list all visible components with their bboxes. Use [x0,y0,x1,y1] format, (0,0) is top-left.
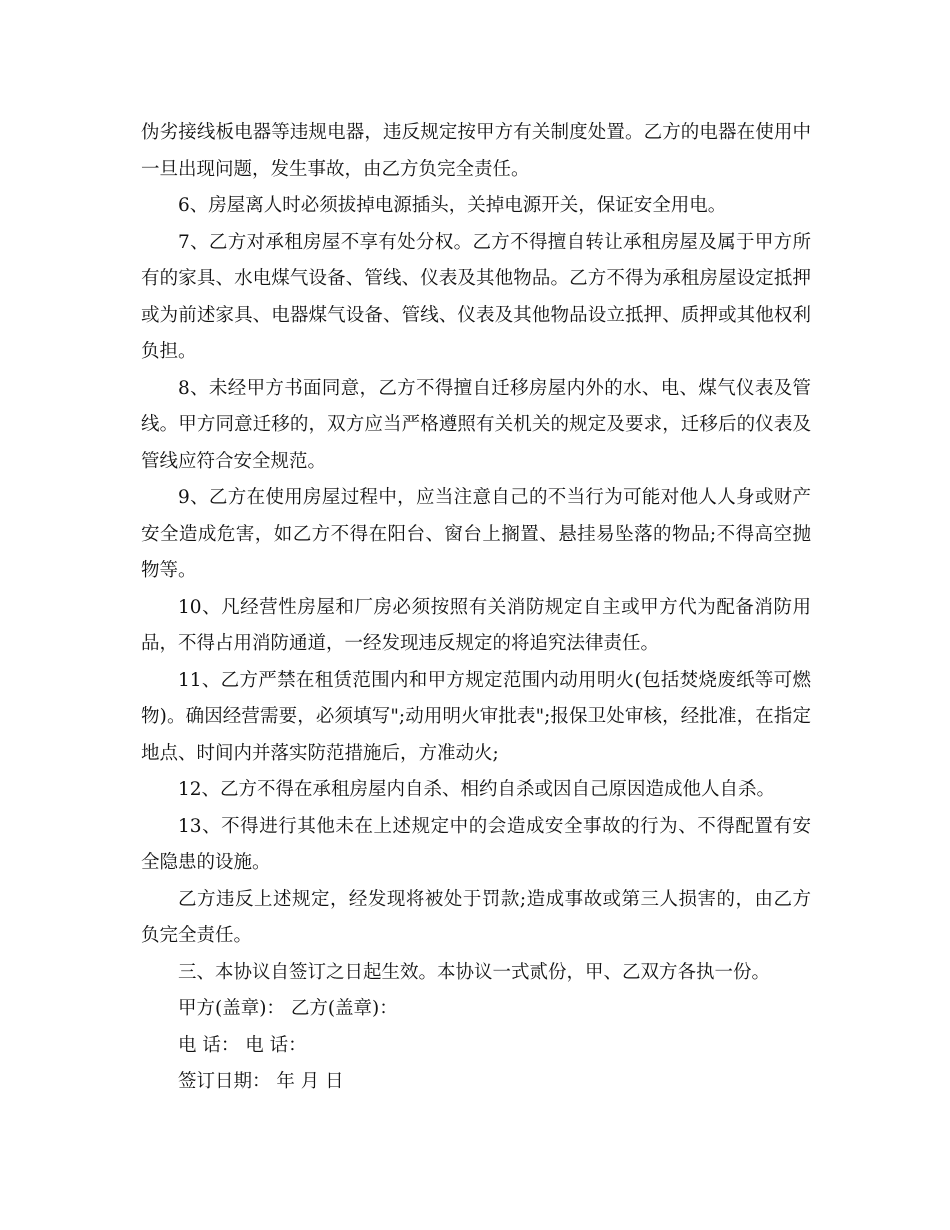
paragraph-item-11: 11、乙方严禁在租赁范围内和甲方规定范围内动用明火(包括焚烧废纸等可燃物)。确因经营需要，必须填写";动用明火审批表";报保卫处审核，经批准，在指定地点、时间内并落实防范措施后，方准动火; [141,669,811,764]
paragraph-item-6: 6、房屋离人时必须拔掉电源插头，关掉电源开关，保证安全用电。 [178,195,727,216]
paragraph-item-9: 9、乙方在使用房屋过程中，应当注意自己的不当行为可能对他人人身或财产安全造成危害，如乙方不得在阳台、窗台上搁置、悬挂易坠落的物品;不得高空抛物等。 [141,487,811,581]
paragraph-item-7: 7、乙方对承租房屋不享有处分权。乙方不得擅自转让承租房屋及属于甲方所有的家具、水电煤气设备、管线、仪表及其他物品。乙方不得为承租房屋设定抵押或为前述家具、电器煤气设备、管线、仪表及其他物品设立抵押、质押或其他权利负担。 [141,231,811,362]
paragraph-continuation-item-5: 伪劣接线板电器等违规电器，违反规定按甲方有关制度处置。乙方的电器在使用中一旦出现问题，发生事故，由乙方负完全责任。 [141,122,811,180]
paragraph-item-8: 8、未经甲方书面同意，乙方不得擅自迁移房屋内外的水、电、煤气仪表及管线。甲方同意迁移的，双方应当严格遵照有关机关的规定及要求，迁移后的仪表及管线应符合安全规范。 [141,377,811,472]
signature-phone-line: 电 话： 电 话： [178,1034,307,1056]
paragraph-section-3-effective: 三、本协议自签订之日起生效。本协议一式贰份，甲、乙双方各执一份。 [178,961,771,983]
paragraph-item-13: 13、不得进行其他未在上述规定中的会造成安全事故的行为、不得配置有安全隐患的设施。 [141,815,811,873]
paragraph-item-10: 10、凡经营性房屋和厂房必须按照有关消防规定自主或甲方代为配备消防用品，不得占用消防通道，一经发现违反规定的将追究法律责任。 [141,596,811,654]
document-body [141,115,811,1101]
signature-parties-line: 甲方(盖章)： 乙方(盖章)： [178,998,398,1019]
paragraph-item-12: 12、乙方不得在承租房屋内自杀、相约自杀或因自己原因造成他人自杀。 [178,779,776,800]
signature-date-line: 签订日期： 年 月 日 [178,1071,344,1092]
paragraph-penalty-clause: 乙方违反上述规定，经发现将被处于罚款;造成事故或第三人损害的，由乙方负完全责任。 [141,888,811,946]
